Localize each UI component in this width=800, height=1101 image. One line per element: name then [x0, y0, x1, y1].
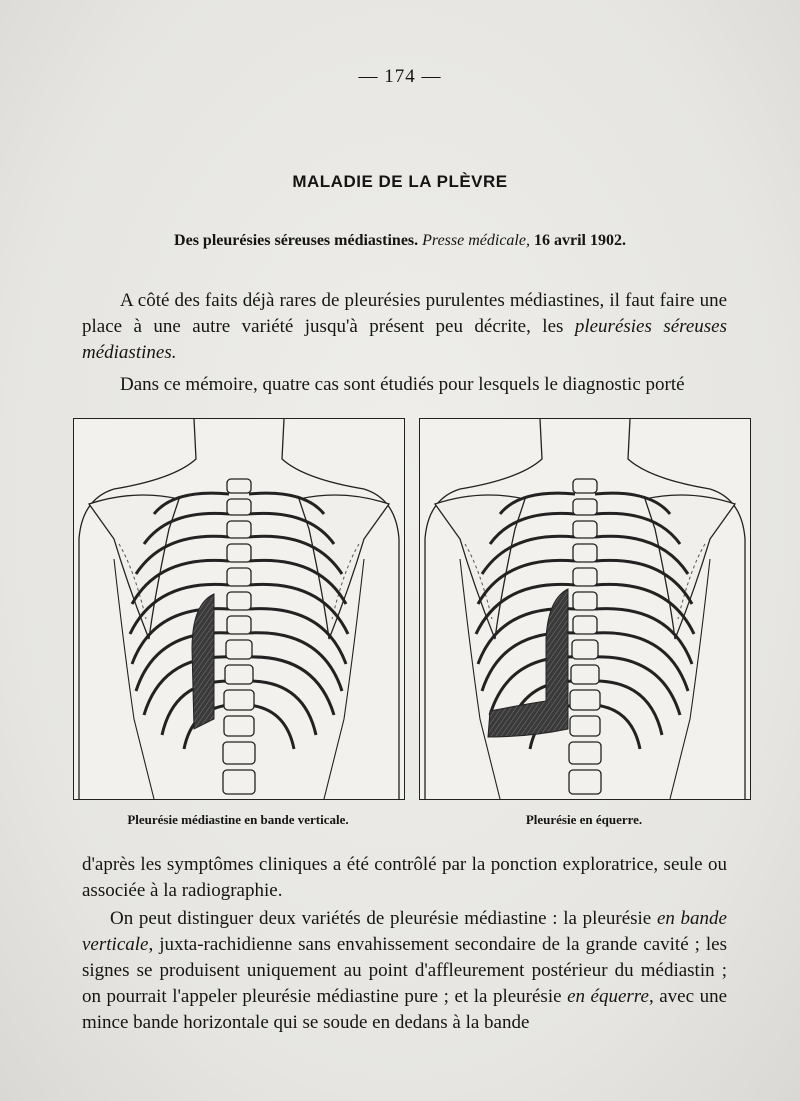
- article-reference: [0, 232, 800, 250]
- varieties-text-c: , avec une mince bande horizontale qui se soude en dedans à la bande: [82, 986, 727, 1033]
- paragraph-intro-text: A côté des faits déjà rares de pleurésies purulentes médiastines, il faut faire une place à une autre variété jusqu'à présent peu décrite, les: [82, 290, 727, 337]
- thorax-illustration-equerre: [420, 419, 750, 799]
- paragraph-intro-term: pleurésies séreuses médiastines.: [82, 316, 727, 363]
- paragraph-intro: [82, 288, 727, 366]
- page-number: — 174 —: [358, 66, 442, 87]
- varieties-term-equerre: en équerre: [567, 986, 649, 1007]
- varieties-text-b: , juxta-rachidienne sans envahissement secondaire de la grande cavité ; les signes se produisent uniquement au point d'affleurement postérieur du médiastin ; on pourrait l'appeler pleurésie médiastine pure ; et la pleurésie: [82, 934, 727, 1007]
- journal-name: Presse médicale,: [422, 232, 530, 249]
- varieties-term-vertical: en bande verticale: [82, 908, 727, 955]
- article-title: Des pleurésies séreuses médiastines.: [174, 232, 419, 249]
- paragraph-varieties: [82, 906, 727, 1036]
- publication-date: 16 avril 1902.: [533, 232, 626, 249]
- figure-caption-equerre: Pleurésie en équerre.: [525, 812, 643, 827]
- figure-row: [70, 418, 750, 838]
- bleed-through: [95, 110, 735, 140]
- varieties-text-a: On peut distinguer deux variétés de pleurésie médiastine : la pleurésie: [110, 908, 657, 929]
- paragraph-ponction: d'après les symptômes cliniques a été contrôlé par la ponction exploratrice, seule ou associée à la radiographie.: [82, 854, 727, 901]
- figure-vertical-band: [73, 418, 405, 800]
- paragraph-memoire: Dans ce mémoire, quatre cas sont étudiés pour lesquels le diagnostic porté: [120, 374, 685, 395]
- figure-equerre: [419, 418, 751, 800]
- figure-caption-vertical: Pleurésie médiastine en bande verticale.: [127, 812, 349, 827]
- section-title: MALADIE DE LA PLÈVRE: [292, 172, 508, 191]
- thorax-illustration-vertical: [74, 419, 404, 799]
